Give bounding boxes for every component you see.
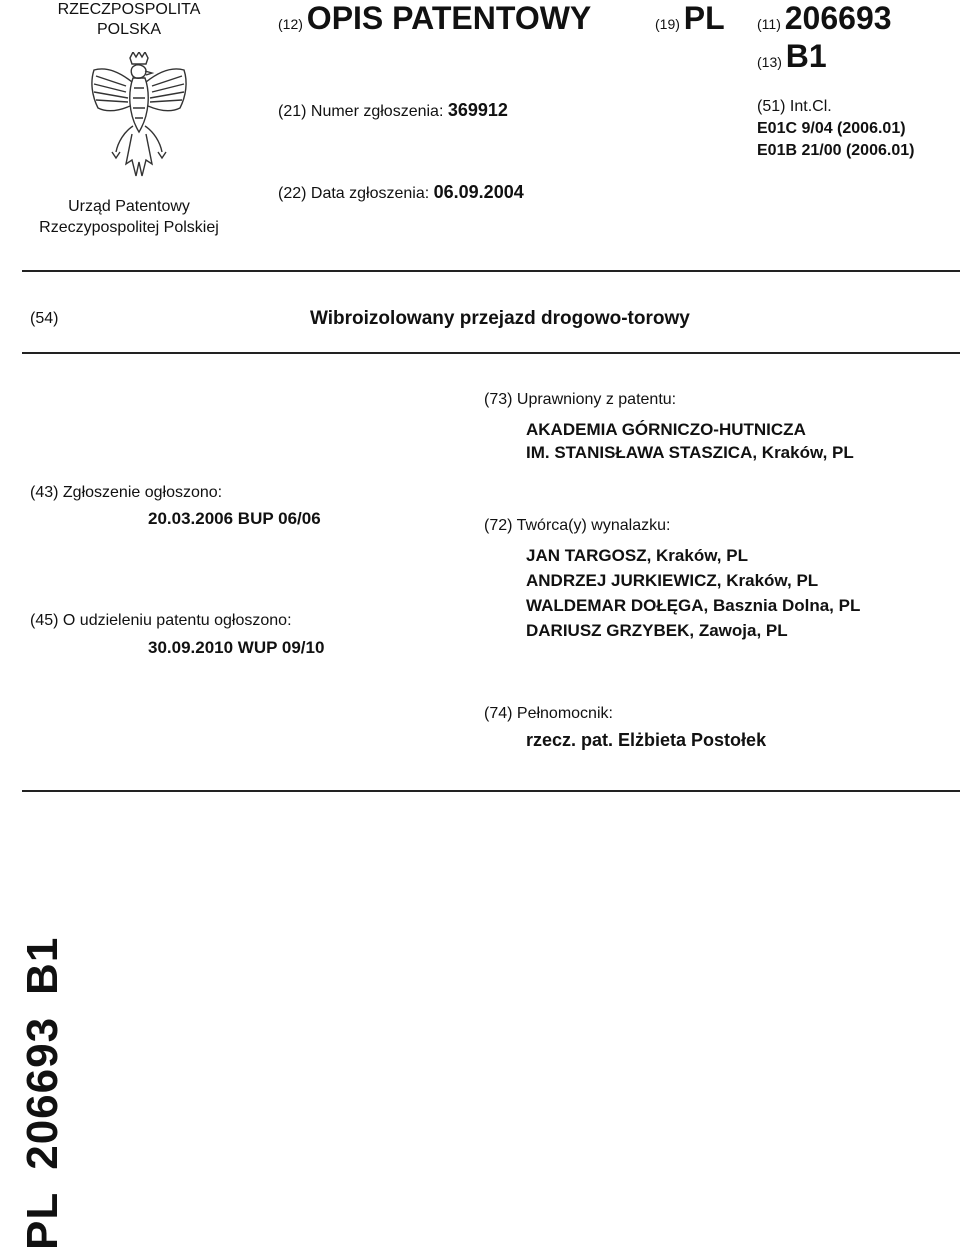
patent-number-value: 206693	[784, 0, 892, 36]
owner-value	[526, 418, 854, 464]
invention-title: Wibroizolowany przejazd drogowo-torowy	[310, 308, 690, 329]
patent-office-name	[24, 196, 234, 238]
office-line-1: Urząd Patentowy	[68, 198, 190, 215]
intcl-class-2: E01B 21/00 (2006.01)	[757, 142, 915, 159]
country-code-value: PL	[683, 0, 725, 36]
inventors-list	[526, 543, 860, 643]
country-line-2: POLSKA	[96, 21, 162, 38]
office-line-2: Rzeczypospolitej Polskiej	[39, 219, 219, 236]
country-code-label: (19)	[655, 16, 680, 32]
application-number-value: 369912	[447, 100, 508, 120]
white-eagle-emblem-icon	[86, 52, 192, 180]
country-heading	[24, 0, 234, 40]
country-line-1: RZECZPOSPOLITA	[57, 1, 201, 18]
grant-value: 30.09.2010 WUP 09/10	[148, 638, 325, 657]
attorney-label: (74) Pełnomocnik:	[484, 705, 613, 722]
publication-value: 20.03.2006 BUP 06/06	[148, 509, 321, 528]
filing-date	[278, 182, 524, 203]
side-number: 206693	[18, 1016, 67, 1170]
inventor-item: DARIUSZ GRZYBEK, Zawoja, PL	[526, 621, 788, 640]
divider-title	[22, 352, 960, 354]
divider-top	[22, 270, 960, 272]
side-kind: B1	[18, 936, 67, 995]
owner-line-2: IM. STANISŁAWA STASZICA, Kraków, PL	[526, 443, 854, 462]
title-code: (54)	[30, 310, 59, 327]
inventor-item: WALDEMAR DOŁĘGA, Basznia Dolna, PL	[526, 596, 861, 615]
filing-date-label: (22) Data zgłoszenia:	[278, 185, 430, 202]
application-number-label: (21) Numer zgłoszenia:	[278, 103, 444, 120]
side-country: PL	[18, 1191, 67, 1250]
owner-label: (73) Uprawniony z patentu:	[484, 391, 677, 408]
kind-code-value: B1	[785, 38, 827, 74]
intcl-class-1: E01C 9/04 (2006.01)	[757, 120, 906, 137]
kind-code	[757, 38, 827, 75]
inventors-label: (72) Twórca(y) wynalazku:	[484, 517, 671, 534]
kind-code-label: (13)	[757, 54, 782, 70]
intcl-label: (51) Int.Cl.	[757, 98, 832, 115]
patent-number	[757, 0, 892, 37]
inventor-item: ANDRZEJ JURKIEWICZ, Kraków, PL	[526, 571, 819, 590]
patent-number-label: (11)	[757, 16, 781, 32]
owner-line-1: AKADEMIA GÓRNICZO-HUTNICZA	[526, 420, 806, 439]
document-type	[278, 0, 591, 37]
attorney-value: rzecz. pat. Elżbieta Postołek	[526, 730, 767, 750]
grant-label: (45) O udzieleniu patentu ogłoszono:	[30, 612, 292, 629]
international-classification	[757, 96, 914, 162]
filing-date-value: 06.09.2004	[433, 182, 524, 202]
country-code	[655, 0, 725, 37]
application-number	[278, 100, 508, 121]
document-type-code: (12)	[278, 16, 303, 32]
side-patent-label	[18, 937, 68, 1250]
inventor-item: JAN TARGOSZ, Kraków, PL	[526, 546, 748, 565]
publication-label: (43) Zgłoszenie ogłoszono:	[30, 484, 223, 501]
divider-bottom	[22, 790, 960, 792]
document-type-title: OPIS PATENTOWY	[306, 0, 592, 36]
